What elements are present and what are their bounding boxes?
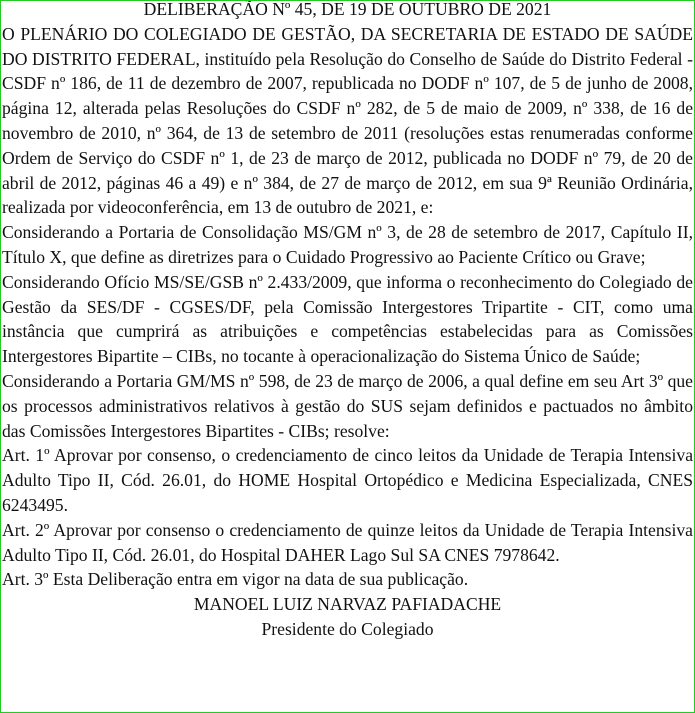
signatory-name: MANOEL LUIZ NARVAZ PAFIADACHE <box>193 594 502 615</box>
article-3: Art. 3º Esta Deliberação entra em vigor na data de sua publicação. <box>2 569 469 590</box>
considerando-paragraph-2: Considerando Ofício MS/SE/GSB nº 2.433/2009, que informa o reconhecimento do Colegiado de Gestão da SES/DF - CGSES/DF, pela Comissão Intergestores Tripartite - CIT, como uma instância que cumprirá as atribuições e competências estabelecidas para as Comissões Intergestores Bipartite – CIBs, no tocante à operacionalização do Sistema Único de Saúde; <box>2 271 693 367</box>
article-1: Art. 1º Aprovar por consenso, o credenciamento de cinco leitos da Unidade de Terapia Intensiva Adulto Tipo II, Cód. 26.01, do HOME Hospital Ortopédico e Medicina Especializada, CNES 6243495. <box>2 445 693 515</box>
document-title: DELIBERAÇÃO Nº 45, DE 19 DE OUTUBRO DE 2021 <box>143 0 552 19</box>
signatory-role: Presidente do Colegiado <box>261 618 434 639</box>
preamble-paragraph: O PLENÁRIO DO COLEGIADO DE GESTÃO, DA SECRETARIA DE ESTADO DE SAÚDE DO DISTRITO FEDERAL, instituído pela Resolução do Conselho de Saúde do Distrito Federal - CSDF nº 186, de 11 de dezembro de 2007, republicada no DODF nº 107, de 5 de junho de 2008, página 12, alterada pelas Resoluções do CSDF nº 282, de 5 de maio de 2009, nº 338, de 16 de novembro de 2010, nº 364, de 13 de setembro de 2011 (resoluções estas renumeradas conforme Ordem de Serviço do CSDF nº 1, de 23 de março de 2012, publicada no DODF nº 79, de 20 de abril de 2012, páginas 46 a 49) e nº 384, de 27 de março de 2012, em sua 9ª Reunião Ordinária, realizada por videoconferência, em 13 de outubro de 2021, e: <box>2 23 693 218</box>
article-2: Art. 2º Aprovar por consenso o credenciamento de quinze leitos da Unidade de Terapia Intensiva Adulto Tipo II, Cód. 26.01, do Hospital DAHER Lago Sul SA CNES 7978642. <box>2 519 693 565</box>
considerando-paragraph-3: Considerando a Portaria GM/MS nº 598, de 23 de março de 2006, a qual define em seu Art 3º que os processos administrativos relativos à gestão do SUS sejam definidos e pactuados no âmbito das Comissões Intergestores Bipartites - CIBs; resolve: <box>2 370 693 441</box>
considerando-paragraph-1: Considerando a Portaria de Consolidação MS/GM nº 3, de 28 de setembro de 2017, Capítulo II, Título X, que define as diretrizes para o Cuidado Progressivo ao Paciente Crítico ou Grave; <box>2 222 693 267</box>
